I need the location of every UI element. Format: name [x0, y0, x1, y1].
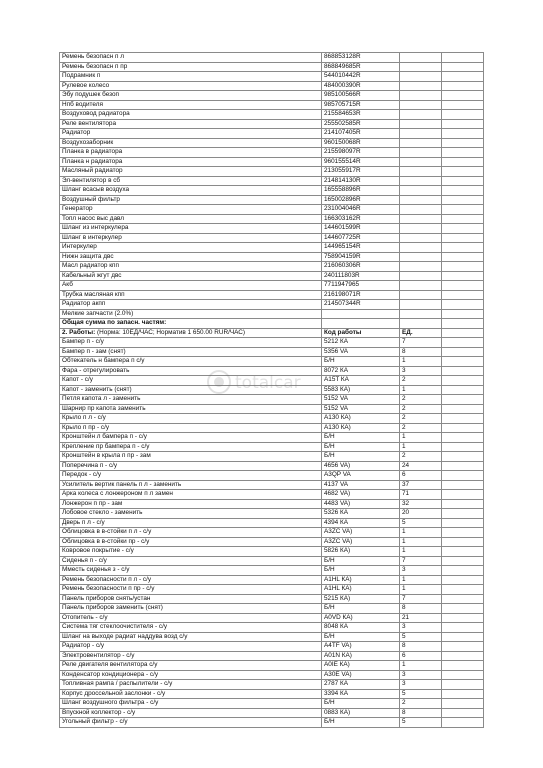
work-name-cell: Капот - с/у: [60, 376, 322, 386]
works-row: [60, 699, 484, 709]
work-units-cell: 1: [400, 585, 442, 595]
work-code-cell: 5583 КА): [322, 385, 400, 395]
work-code-cell: A0IE КА): [322, 661, 400, 671]
work-code-cell: 4682 VA): [322, 490, 400, 500]
work-units-cell: 1: [400, 537, 442, 547]
work-name-cell: Панель приборов заменить (снят): [60, 604, 322, 614]
part-code-cell: 758904159R: [322, 252, 400, 262]
works-row: [60, 556, 484, 566]
works-row: [60, 395, 484, 405]
part-name-cell: Нпб водителя: [60, 100, 322, 110]
part-name-cell: Реле вентилятора: [60, 119, 322, 129]
work-name-cell: Бампер п - с/у: [60, 338, 322, 348]
work-units-cell: 2: [400, 423, 442, 433]
work-units-cell: 32: [400, 499, 442, 509]
work-name-cell: Мместь сиденья з - с/у: [60, 566, 322, 576]
work-code-cell: 5356 VA: [322, 347, 400, 357]
works-row: [60, 708, 484, 718]
works-title: 2. Работы:: [62, 328, 96, 336]
work-units-cell: 2: [400, 452, 442, 462]
work-code-cell: Б/Н: [322, 452, 400, 462]
work-name-cell: Кронштейн л бампера п - с/у: [60, 433, 322, 443]
parts-row: [60, 290, 484, 300]
work-name-cell: Электровентилятор - с/у: [60, 651, 322, 661]
works-row: [60, 547, 484, 557]
part-code-cell: 144607725R: [322, 233, 400, 243]
parts-row: [60, 110, 484, 120]
work-code-cell: Б/Н: [322, 632, 400, 642]
work-units-cell: 71: [400, 490, 442, 500]
work-code-cell: Б/Н: [322, 433, 400, 443]
work-code-cell: A4TF VA): [322, 642, 400, 652]
works-row: [60, 537, 484, 547]
parts-row: [60, 157, 484, 167]
part-name-cell: Трубка масляная кпп: [60, 290, 322, 300]
works-row: [60, 661, 484, 671]
work-code-cell: Б/Н: [322, 699, 400, 709]
work-name-cell: Крыло п л - с/у: [60, 414, 322, 424]
work-name-cell: Бампер п - зам (снят): [60, 347, 322, 357]
work-units-cell: 1: [400, 433, 442, 443]
works-row: [60, 357, 484, 367]
work-code-cell: 5152 VA: [322, 395, 400, 405]
work-name-cell: Лобовое стекло - заменить: [60, 509, 322, 519]
work-units-cell: 2: [400, 414, 442, 424]
part-code-cell: 255502585R: [322, 119, 400, 129]
parts-row: [60, 243, 484, 253]
work-units-cell: 1: [400, 385, 442, 395]
work-name-cell: Крыло п пр - с/у: [60, 423, 322, 433]
part-code-cell: 213055917R: [322, 167, 400, 177]
work-units-cell: 2: [400, 395, 442, 405]
work-name-cell: Ремень безопасности п л - с/у: [60, 575, 322, 585]
part-code-cell: 484000390R: [322, 81, 400, 91]
work-code-cell: 8048 КА: [322, 623, 400, 633]
works-row: [60, 347, 484, 357]
work-units-cell: 7: [400, 556, 442, 566]
parts-row: [60, 233, 484, 243]
work-name-cell: Шланг на выходе радиат наддува возд с/у: [60, 632, 322, 642]
part-name-cell: Генератор: [60, 205, 322, 215]
part-code-cell: 214814130R: [322, 176, 400, 186]
parts-row: [60, 72, 484, 82]
works-header-title: [60, 328, 322, 338]
work-name-cell: Усилитель вертик панель п л - заменить: [60, 480, 322, 490]
work-units-cell: 5: [400, 718, 442, 728]
work-name-cell: Корпус дроссельной заслонки - с/у: [60, 689, 322, 699]
works-row: [60, 509, 484, 519]
work-units-cell: 1: [400, 357, 442, 367]
part-code-cell: 216198071R: [322, 290, 400, 300]
work-units-cell: 8: [400, 642, 442, 652]
parts-total-label: Общая сумма по запасн. частям:: [60, 319, 322, 329]
work-units-cell: 24: [400, 461, 442, 471]
works-row: [60, 376, 484, 386]
work-code-cell: 8072 КА: [322, 366, 400, 376]
works-row: [60, 575, 484, 585]
part-code-cell: 215598097R: [322, 148, 400, 158]
work-code-cell: 4394 КА: [322, 518, 400, 528]
part-code-cell: 216060306R: [322, 262, 400, 272]
work-units-cell: 2: [400, 404, 442, 414]
work-units-cell: 8: [400, 708, 442, 718]
works-row: [60, 689, 484, 699]
works-row: [60, 718, 484, 728]
works-row: [60, 404, 484, 414]
works-row: [60, 366, 484, 376]
parts-section: [60, 53, 484, 319]
work-code-cell: Б/Н: [322, 718, 400, 728]
works-row: [60, 480, 484, 490]
work-name-cell: Впускной коллектор - с/у: [60, 708, 322, 718]
works-rate: (Норма: 10ЕД/ЧАС; Норматив 1 650.00 RUR/ЧАС): [95, 328, 245, 336]
work-units-cell: 3: [400, 366, 442, 376]
work-code-cell: A1HL КА): [322, 585, 400, 595]
parts-row: [60, 100, 484, 110]
works-row: [60, 604, 484, 614]
parts-row: [60, 224, 484, 234]
parts-row: [60, 252, 484, 262]
work-name-cell: Отопитель - с/у: [60, 613, 322, 623]
work-code-cell: 5215 КА): [322, 594, 400, 604]
part-code-cell: 166303162R: [322, 214, 400, 224]
work-name-cell: Реле двигателя вентилятора с/у: [60, 661, 322, 671]
part-name-cell: Эбу подушек безоп: [60, 91, 322, 101]
work-code-cell: Б/Н: [322, 604, 400, 614]
part-name-cell: Топл насос выс давл: [60, 214, 322, 224]
parts-total-row: [60, 319, 484, 329]
parts-row: [60, 271, 484, 281]
work-code-cell: A15T КА: [322, 376, 400, 386]
work-code-cell: A30E VA): [322, 670, 400, 680]
part-name-cell: Кабельный жгут двс: [60, 271, 322, 281]
works-row: [60, 632, 484, 642]
part-name-cell: Акб: [60, 281, 322, 291]
work-code-cell: Б/Н: [322, 357, 400, 367]
work-code-cell: A3ZC VA): [322, 537, 400, 547]
work-code-cell: Б/Н: [322, 556, 400, 566]
part-name-cell: Интеркулер: [60, 243, 322, 253]
part-code-cell: 960150068R: [322, 138, 400, 148]
works-row: [60, 670, 484, 680]
works-unit-column-header: ЕД.: [400, 328, 442, 338]
work-name-cell: Ковровое покрытие - с/у: [60, 547, 322, 557]
work-name-cell: Панель приборов снять/устан: [60, 594, 322, 604]
work-units-cell: 1: [400, 575, 442, 585]
work-units-cell: 1: [400, 528, 442, 538]
works-row: [60, 680, 484, 690]
works-row: [60, 623, 484, 633]
estimate-table: [59, 52, 484, 728]
part-name-cell: Воздухозаборник: [60, 138, 322, 148]
part-code-cell: 544010442R: [322, 72, 400, 82]
work-name-cell: Крепление пр бампера п - с/у: [60, 442, 322, 452]
work-name-cell: Поперечина п - с/у: [60, 461, 322, 471]
work-name-cell: Система тяг стеклоочистителя - с/у: [60, 623, 322, 633]
part-code-cell: 868849685R: [322, 62, 400, 72]
work-units-cell: 8: [400, 347, 442, 357]
work-code-cell: A3QP VA: [322, 471, 400, 481]
parts-total-section: [60, 319, 484, 338]
part-name-cell: Воздуховод радиатора: [60, 110, 322, 120]
work-units-cell: 3: [400, 680, 442, 690]
works-header-row: [60, 328, 484, 338]
part-name-cell: Эл-вентилятор в сб: [60, 176, 322, 186]
works-row: [60, 385, 484, 395]
works-row: [60, 613, 484, 623]
parts-row: [60, 262, 484, 272]
work-name-cell: Передок - с/у: [60, 471, 322, 481]
work-name-cell: Угольный фильтр - с/у: [60, 718, 322, 728]
work-units-cell: 1: [400, 661, 442, 671]
work-code-cell: 2787 КА: [322, 680, 400, 690]
works-row: [60, 471, 484, 481]
works-row: [60, 499, 484, 509]
part-code-cell: 231004046R: [322, 205, 400, 215]
part-name-cell: Масл радиатор кпп: [60, 262, 322, 272]
part-code-cell: 214107405R: [322, 129, 400, 139]
parts-row: [60, 53, 484, 63]
part-code-cell: 985705715R: [322, 100, 400, 110]
part-name-cell: Ремень безопасн п пр: [60, 62, 322, 72]
work-units-cell: 21: [400, 613, 442, 623]
work-code-cell: A0VD КА): [322, 613, 400, 623]
works-row: [60, 442, 484, 452]
work-code-cell: A01N КА): [322, 651, 400, 661]
part-name-cell: Воздушный фильтр: [60, 195, 322, 205]
work-name-cell: Фара - отрегулировать: [60, 366, 322, 376]
work-name-cell: Конденсатор кондиционера - с/у: [60, 670, 322, 680]
work-units-cell: 3: [400, 623, 442, 633]
part-code-cell: [322, 309, 400, 319]
work-code-cell: 4656 VA): [322, 461, 400, 471]
works-row: [60, 651, 484, 661]
work-units-cell: 8: [400, 604, 442, 614]
work-name-cell: Ремень безопасности п пр - с/у: [60, 585, 322, 595]
work-units-cell: 7: [400, 594, 442, 604]
part-code-cell: 985100566R: [322, 91, 400, 101]
works-section: [60, 338, 484, 728]
work-units-cell: 5: [400, 518, 442, 528]
watermark-text: totalcar: [235, 373, 301, 393]
work-code-cell: 5152 VA: [322, 404, 400, 414]
work-name-cell: Петля капота л - заменить: [60, 395, 322, 405]
works-row: [60, 338, 484, 348]
work-units-cell: 5: [400, 689, 442, 699]
part-name-cell: Шланг в интеркулер: [60, 233, 322, 243]
work-code-cell: 3394 КА: [322, 689, 400, 699]
parts-row: [60, 309, 484, 319]
work-name-cell: Кронштейн в крыла п пр - зам: [60, 452, 322, 462]
parts-row: [60, 195, 484, 205]
works-row: [60, 528, 484, 538]
work-code-cell: 5826 КА): [322, 547, 400, 557]
work-name-cell: Сиденья п - с/у: [60, 556, 322, 566]
part-code-cell: 868853128R: [322, 53, 400, 63]
work-units-cell: 7: [400, 338, 442, 348]
works-row: [60, 594, 484, 604]
work-units-cell: 5: [400, 632, 442, 642]
work-units-cell: 6: [400, 651, 442, 661]
works-row: [60, 452, 484, 462]
part-code-cell: 144601599R: [322, 224, 400, 234]
parts-row: [60, 148, 484, 158]
works-row: [60, 585, 484, 595]
work-code-cell: A130 КА): [322, 414, 400, 424]
parts-row: [60, 81, 484, 91]
works-code-column-header: Код работы: [322, 328, 400, 338]
works-row: [60, 566, 484, 576]
work-units-cell: 3: [400, 670, 442, 680]
part-name-cell: Ремень безопасн п л: [60, 53, 322, 63]
part-name-cell: Рулевое колесо: [60, 81, 322, 91]
parts-row: [60, 214, 484, 224]
work-code-cell: Б/Н: [322, 566, 400, 576]
parts-row: [60, 205, 484, 215]
work-name-cell: Арка колеса с лонжероном п л замен: [60, 490, 322, 500]
work-name-cell: Топливная рампа / распылители - с/у: [60, 680, 322, 690]
part-name-cell: Радиатор акпп: [60, 300, 322, 310]
work-code-cell: A130 КА): [322, 423, 400, 433]
work-code-cell: 5326 КА: [322, 509, 400, 519]
parts-row: [60, 119, 484, 129]
parts-row: [60, 62, 484, 72]
part-code-cell: 214507344R: [322, 300, 400, 310]
part-name-cell: Планка н радиатора: [60, 157, 322, 167]
part-code-cell: 240111803R: [322, 271, 400, 281]
work-code-cell: 4137 VA: [322, 480, 400, 490]
work-name-cell: Шарнир пр капота заменить: [60, 404, 322, 414]
part-code-cell: 215584653R: [322, 110, 400, 120]
part-code-cell: 144965154R: [322, 243, 400, 253]
works-row: [60, 490, 484, 500]
work-units-cell: 1: [400, 547, 442, 557]
work-name-cell: Обтекатель н бампера п с/у: [60, 357, 322, 367]
work-name-cell: Шланг воздушного фильтра - с/у: [60, 699, 322, 709]
works-row: [60, 461, 484, 471]
part-code-cell: 7711947965: [322, 281, 400, 291]
work-units-cell: 6: [400, 471, 442, 481]
work-code-cell: Б/Н: [322, 442, 400, 452]
part-name-cell: Подрамник п: [60, 72, 322, 82]
work-units-cell: 2: [400, 699, 442, 709]
work-code-cell: A1HL КА): [322, 575, 400, 585]
work-units-cell: 1: [400, 442, 442, 452]
part-name-cell: Масляный радиатор: [60, 167, 322, 177]
part-name-cell: Нижн защита двс: [60, 252, 322, 262]
works-row: [60, 433, 484, 443]
parts-row: [60, 281, 484, 291]
parts-row: [60, 186, 484, 196]
work-name-cell: Облицовка в в-стойки п л - с/у: [60, 528, 322, 538]
parts-row: [60, 138, 484, 148]
work-units-cell: 37: [400, 480, 442, 490]
works-row: [60, 423, 484, 433]
part-name-cell: Шланг всасыв воздуха: [60, 186, 322, 196]
part-code-cell: 165002896R: [322, 195, 400, 205]
parts-row: [60, 129, 484, 139]
part-name-cell: Радиатор: [60, 129, 322, 139]
works-row: [60, 414, 484, 424]
work-name-cell: Дверь п л - с/у: [60, 518, 322, 528]
work-code-cell: 0883 КА): [322, 708, 400, 718]
part-name-cell: Мелкие запчасти (2.0%): [60, 309, 322, 319]
part-code-cell: 960155514R: [322, 157, 400, 167]
work-name-cell: Облицовка в в-стойки пр - с/у: [60, 537, 322, 547]
work-name-cell: Лонжерон п пр - зам: [60, 499, 322, 509]
parts-row: [60, 91, 484, 101]
work-name-cell: Радиатор - с/у: [60, 642, 322, 652]
work-code-cell: 5212 КА: [322, 338, 400, 348]
work-units-cell: 3: [400, 566, 442, 576]
work-code-cell: A3ZC VA): [322, 528, 400, 538]
work-units-cell: 20: [400, 509, 442, 519]
parts-row: [60, 176, 484, 186]
part-name-cell: Шланг из интеркулера: [60, 224, 322, 234]
work-code-cell: 4483 VA): [322, 499, 400, 509]
works-row: [60, 518, 484, 528]
work-name-cell: Капот - заменить (снят): [60, 385, 322, 395]
work-units-cell: 2: [400, 376, 442, 386]
part-name-cell: Планка в радиатора: [60, 148, 322, 158]
parts-row: [60, 167, 484, 177]
works-row: [60, 642, 484, 652]
part-code-cell: 165558896R: [322, 186, 400, 196]
parts-row: [60, 300, 484, 310]
